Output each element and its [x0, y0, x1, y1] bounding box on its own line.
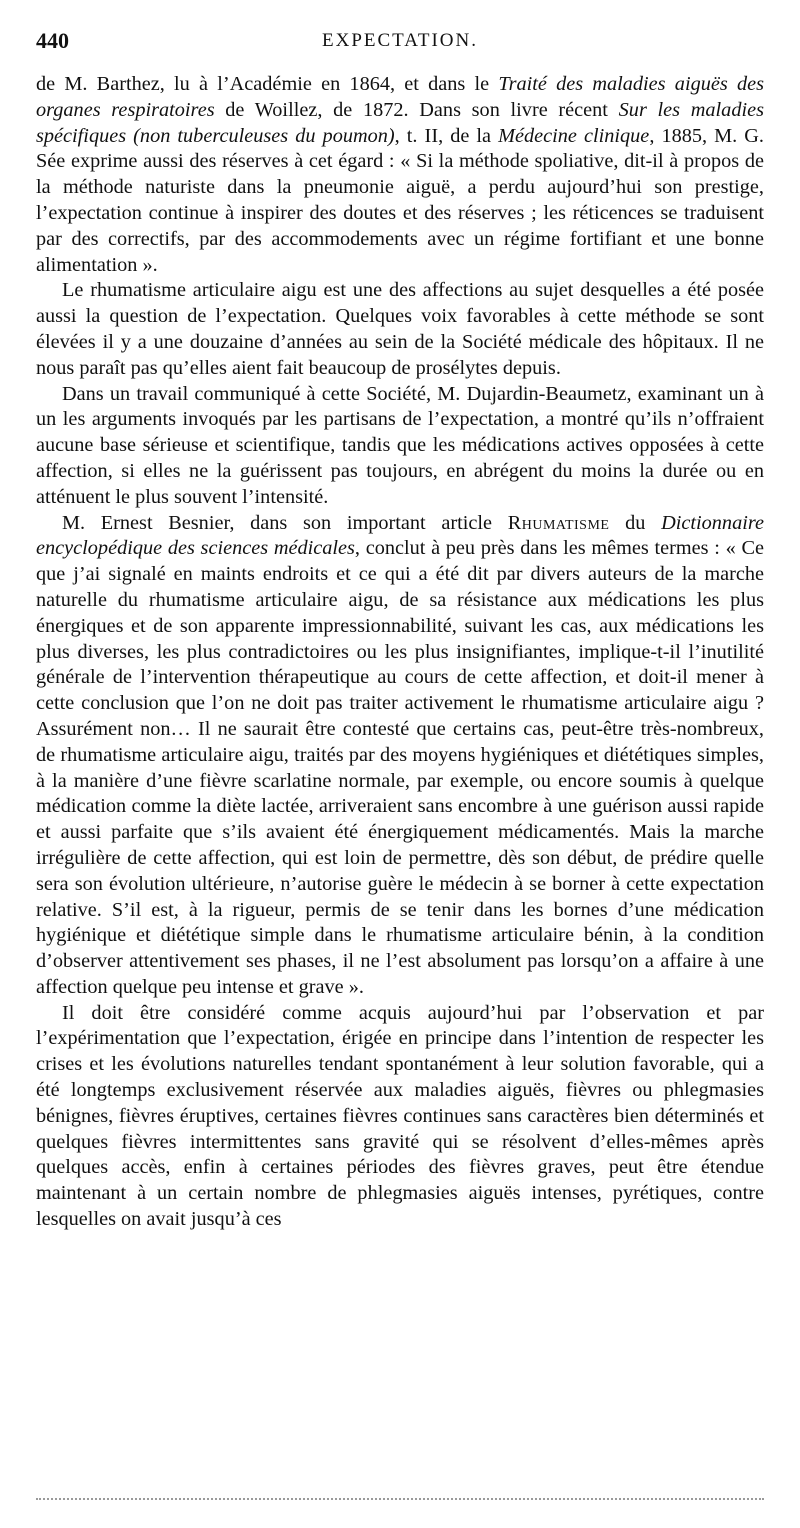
text-run: , conclut à peu près dans les mêmes termes : « Ce que j’ai signalé en maints endroits et ce qui a été dit par divers auteurs de la marche naturelle du rhumatisme articulaire aigu, de sa résistance aux médications les plus énergiques et de son apparente impressionnabilité, suivant les cas, aux médications les plus diverses, les plus contradictoires ou les plus insignifiantes, implique-t-il l’inutilité générale de l’intervention thérapeutique au cours de cette affection, et doit-il mener à cette conclusion que l’on ne doit pas traiter activement le rhumatisme articulaire aigu ? Assurément non… Il ne saurait être contesté que certains cas, peut-être très-nombreux, de rhumatisme articulaire aigu, traités par des moyens hygiéniques et diététiques simples, à la manière d’une fièvre scarlatine normale, par exemple, ou encore soumis à quelque médication comme la diète lactée, arriveraient sans encombre à une guérison aussi rapide et aussi parfaite que s’ils avaient été énergiquement médicamentés. Mais la marche irrégulière de cette affection, qui est loin de permettre, dès son début, de prédire quelle sera son évolution ultérieure, n’autorise guère le médecin à se borner à cette expectation relative. S’il est, à la rigueur, permis de se tenir dans les bornes d’une médication hygiénique et diététique simple dans le rhumatisme articulaire bénin, à la condition d’observer attentivement ses phases, il ne l’est absolument pas lorsqu’on a affaire à une affection quelque peu intense et grave ». — [36, 537, 764, 998]
text-run: M. Ernest Besnier, dans son important article — [62, 511, 508, 534]
text-run: de Woillez, de 1872. Dans son livre récent — [214, 98, 619, 121]
italic-text: Médecine clinique — [498, 124, 650, 147]
italic-text: Sur les maladies spécifiques (non tuberculeuses du poumon) — [36, 98, 764, 147]
footer-rule — [36, 1498, 764, 1500]
document-page — [36, 28, 764, 1233]
italic-text: Traité des maladies aiguës des organes respiratoires — [36, 73, 765, 121]
paragraph — [36, 72, 764, 278]
text-run: du — [609, 511, 662, 534]
page-header — [36, 28, 764, 64]
paragraph — [36, 382, 764, 511]
paragraph — [36, 278, 764, 381]
paragraph — [36, 511, 764, 1001]
text-run: , 1885, M. G. Sée exprime aussi des réserves à cet égard : « Si la méthode spoliative, dit-il à propos de la méthode naturiste dans la pneumonie aiguë, a perdu aujourd’hui son prestige, l’expectation continue à inspirer des doutes et des réserves ; les réticences se traduisent par des correctifs, par des accommodements avec un régime fortifiant et une bonne alimentation ». — [36, 124, 765, 276]
body-text — [36, 72, 764, 1233]
text-run: de M. Barthez, lu à l’Académie en 1864, et dans le — [36, 73, 499, 95]
text-run: Il doit être considéré comme acquis aujourd’hui par l’observation et par l’expérimentation que l’expectation, érigée en principe dans l’intention de respecter les crises et les évolutions naturelles tendant spontanément à leur solution favorable, qui a été longtemps exclusivement réservée aux maladies aiguës, fièvres ou phlegmasies bénignes, fièvres éruptives, certaines fièvres continues sans caractères bien déterminés et quelques fièvres intermittentes sans gravité qui se résolvent d’elles-mêmes après quelques accès, enfin à certaines périodes des fièvres graves, peut être étendue maintenant à un certain nombre de phlegmasies aiguës intenses, pyrétiques, contre lesquelles on avait jusqu’à ces — [36, 1001, 764, 1231]
small-caps-text: Rhumatisme — [507, 511, 610, 534]
paragraph — [36, 1001, 764, 1233]
page-number: 440 — [36, 28, 69, 53]
running-head: EXPECTATION. — [322, 30, 478, 51]
text-run: Dans un travail communiqué à cette Société, M. Dujardin-Beaumetz, examinant un à un les arguments invoqués par les partisans de l’expectation, a montré qu’ils n’offraient aucune base sérieuse et scientifique, tandis que les médications actives opposées à cette affection, si elles ne la guérissent pas toujours, en abrégent du moins la durée ou en atténuent le plus souvent l’intensité. — [36, 382, 764, 508]
italic-text: Dictionnaire encyclopédique des sciences médicales — [36, 511, 764, 560]
text-run: , t. II, de la — [394, 124, 499, 147]
text-run: Le rhumatisme articulaire aigu est une des affections au sujet desquelles a été posée aussi la question de l’expectation. Quelques voix favorables à cette méthode se sont élevées il y a une douzaine d’années au sein de la Société médicale des hôpitaux. Il ne nous paraît pas qu’elles aient fait beaucoup de prosélytes depuis. — [36, 279, 764, 379]
